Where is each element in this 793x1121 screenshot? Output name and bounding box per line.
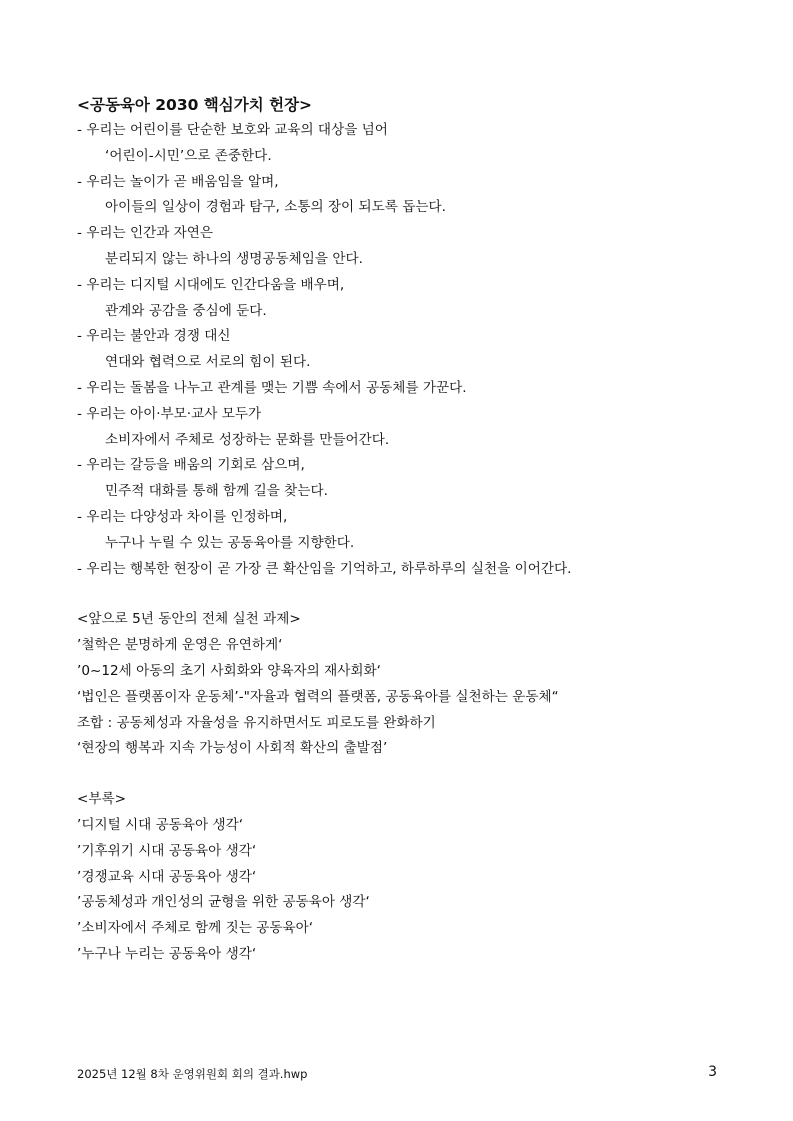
appendix-line: ’경쟁교육 시대 공동육아 생각‘ [77, 868, 257, 885]
charter-line: 누구나 누릴 수 있는 공동육아를 지향한다. [105, 534, 355, 551]
footer-filename: 2025년 12월 8차 운영위원회 회의 결과.hwp [77, 1067, 308, 1081]
charter-line: - 우리는 놀이가 곧 배움임을 알며, [77, 173, 279, 190]
task-line: ‘현장의 행복과 지속 가능성이 사회적 확산의 출발점’ [77, 740, 388, 757]
appendix-title: <부록> [77, 791, 127, 808]
charter-line: 아이들의 일상이 경험과 탐구, 소통의 장이 되도록 돕는다. [105, 199, 446, 216]
task-line: ‘법인은 플랫폼이자 운동체’-"자율과 협력의 플랫폼, 공동육아를 실천하는 운동체“ [77, 688, 559, 705]
charter-line: - 우리는 인간과 자연은 [77, 225, 214, 242]
task-line: ’0~12세 아동의 초기 사회화와 양육자의 재사회화‘ [77, 662, 381, 679]
appendix-line: ’공동체성과 개인성의 균형을 위한 공동육아 생각‘ [77, 894, 370, 911]
charter-line: - 우리는 불안과 경쟁 대신 [77, 328, 231, 345]
charter-line: - 우리는 어린이를 단순한 보호와 교육의 대상을 넘어 [77, 122, 388, 138]
charter-line: 연대와 협력으로 서로의 힘이 된다. [105, 354, 311, 371]
charter-line: ‘어린이-시민’으로 존중한다. [105, 147, 272, 164]
charter-line: 소비자에서 주체로 성장하는 문화를 만들어간다. [105, 431, 390, 448]
charter-line: - 우리는 다양성과 차이를 인정하며, [77, 508, 288, 525]
charter-line: 관계와 공감을 중심에 둔다. [105, 302, 267, 319]
tasks-title: <앞으로 5년 동안의 전체 실천 과제> [77, 611, 301, 628]
appendix-line: ’소비자에서 주체로 함께 짓는 공동육아‘ [77, 920, 314, 937]
charter-line: - 우리는 디지털 시대에도 인간다움을 배우며, [77, 276, 345, 293]
page-number: 3 [708, 1064, 717, 1080]
charter-title: <공동육아 2030 핵심가치 헌장> [77, 96, 313, 114]
section-gap [77, 582, 737, 607]
charter-line: 민주적 대화를 통해 함께 길을 찾는다. [105, 483, 328, 500]
charter-line: - 우리는 갈등을 배움의 기회로 삼으며, [77, 457, 305, 474]
document-body [77, 92, 737, 968]
charter-line: - 우리는 돌봄을 나누고 관계를 맺는 기쁨 속에서 공동체를 가꾼다. [77, 379, 467, 396]
charter-line: 분리되지 않는 하나의 생명공동체임을 안다. [105, 250, 363, 267]
charter-line: - 우리는 행복한 현장이 곧 가장 큰 확산임을 기억하고, 하루하루의 실천을 이어간다. [77, 560, 572, 577]
section-gap [77, 762, 737, 787]
appendix-line: ’기후위기 시대 공동육아 생각‘ [77, 842, 257, 859]
charter-line: - 우리는 아이·부모·교사 모두가 [77, 405, 262, 422]
appendix-line: ’누구나 누리는 공동육아 생각‘ [77, 945, 257, 962]
task-line: 조합 : 공동체성과 자율성을 유지하면서도 피로도를 완화하기 [77, 714, 436, 731]
appendix-line: ’디지털 시대 공동육아 생각‘ [77, 816, 244, 833]
task-line: ’철학은 분명하게 운영은 유연하게‘ [77, 637, 283, 654]
